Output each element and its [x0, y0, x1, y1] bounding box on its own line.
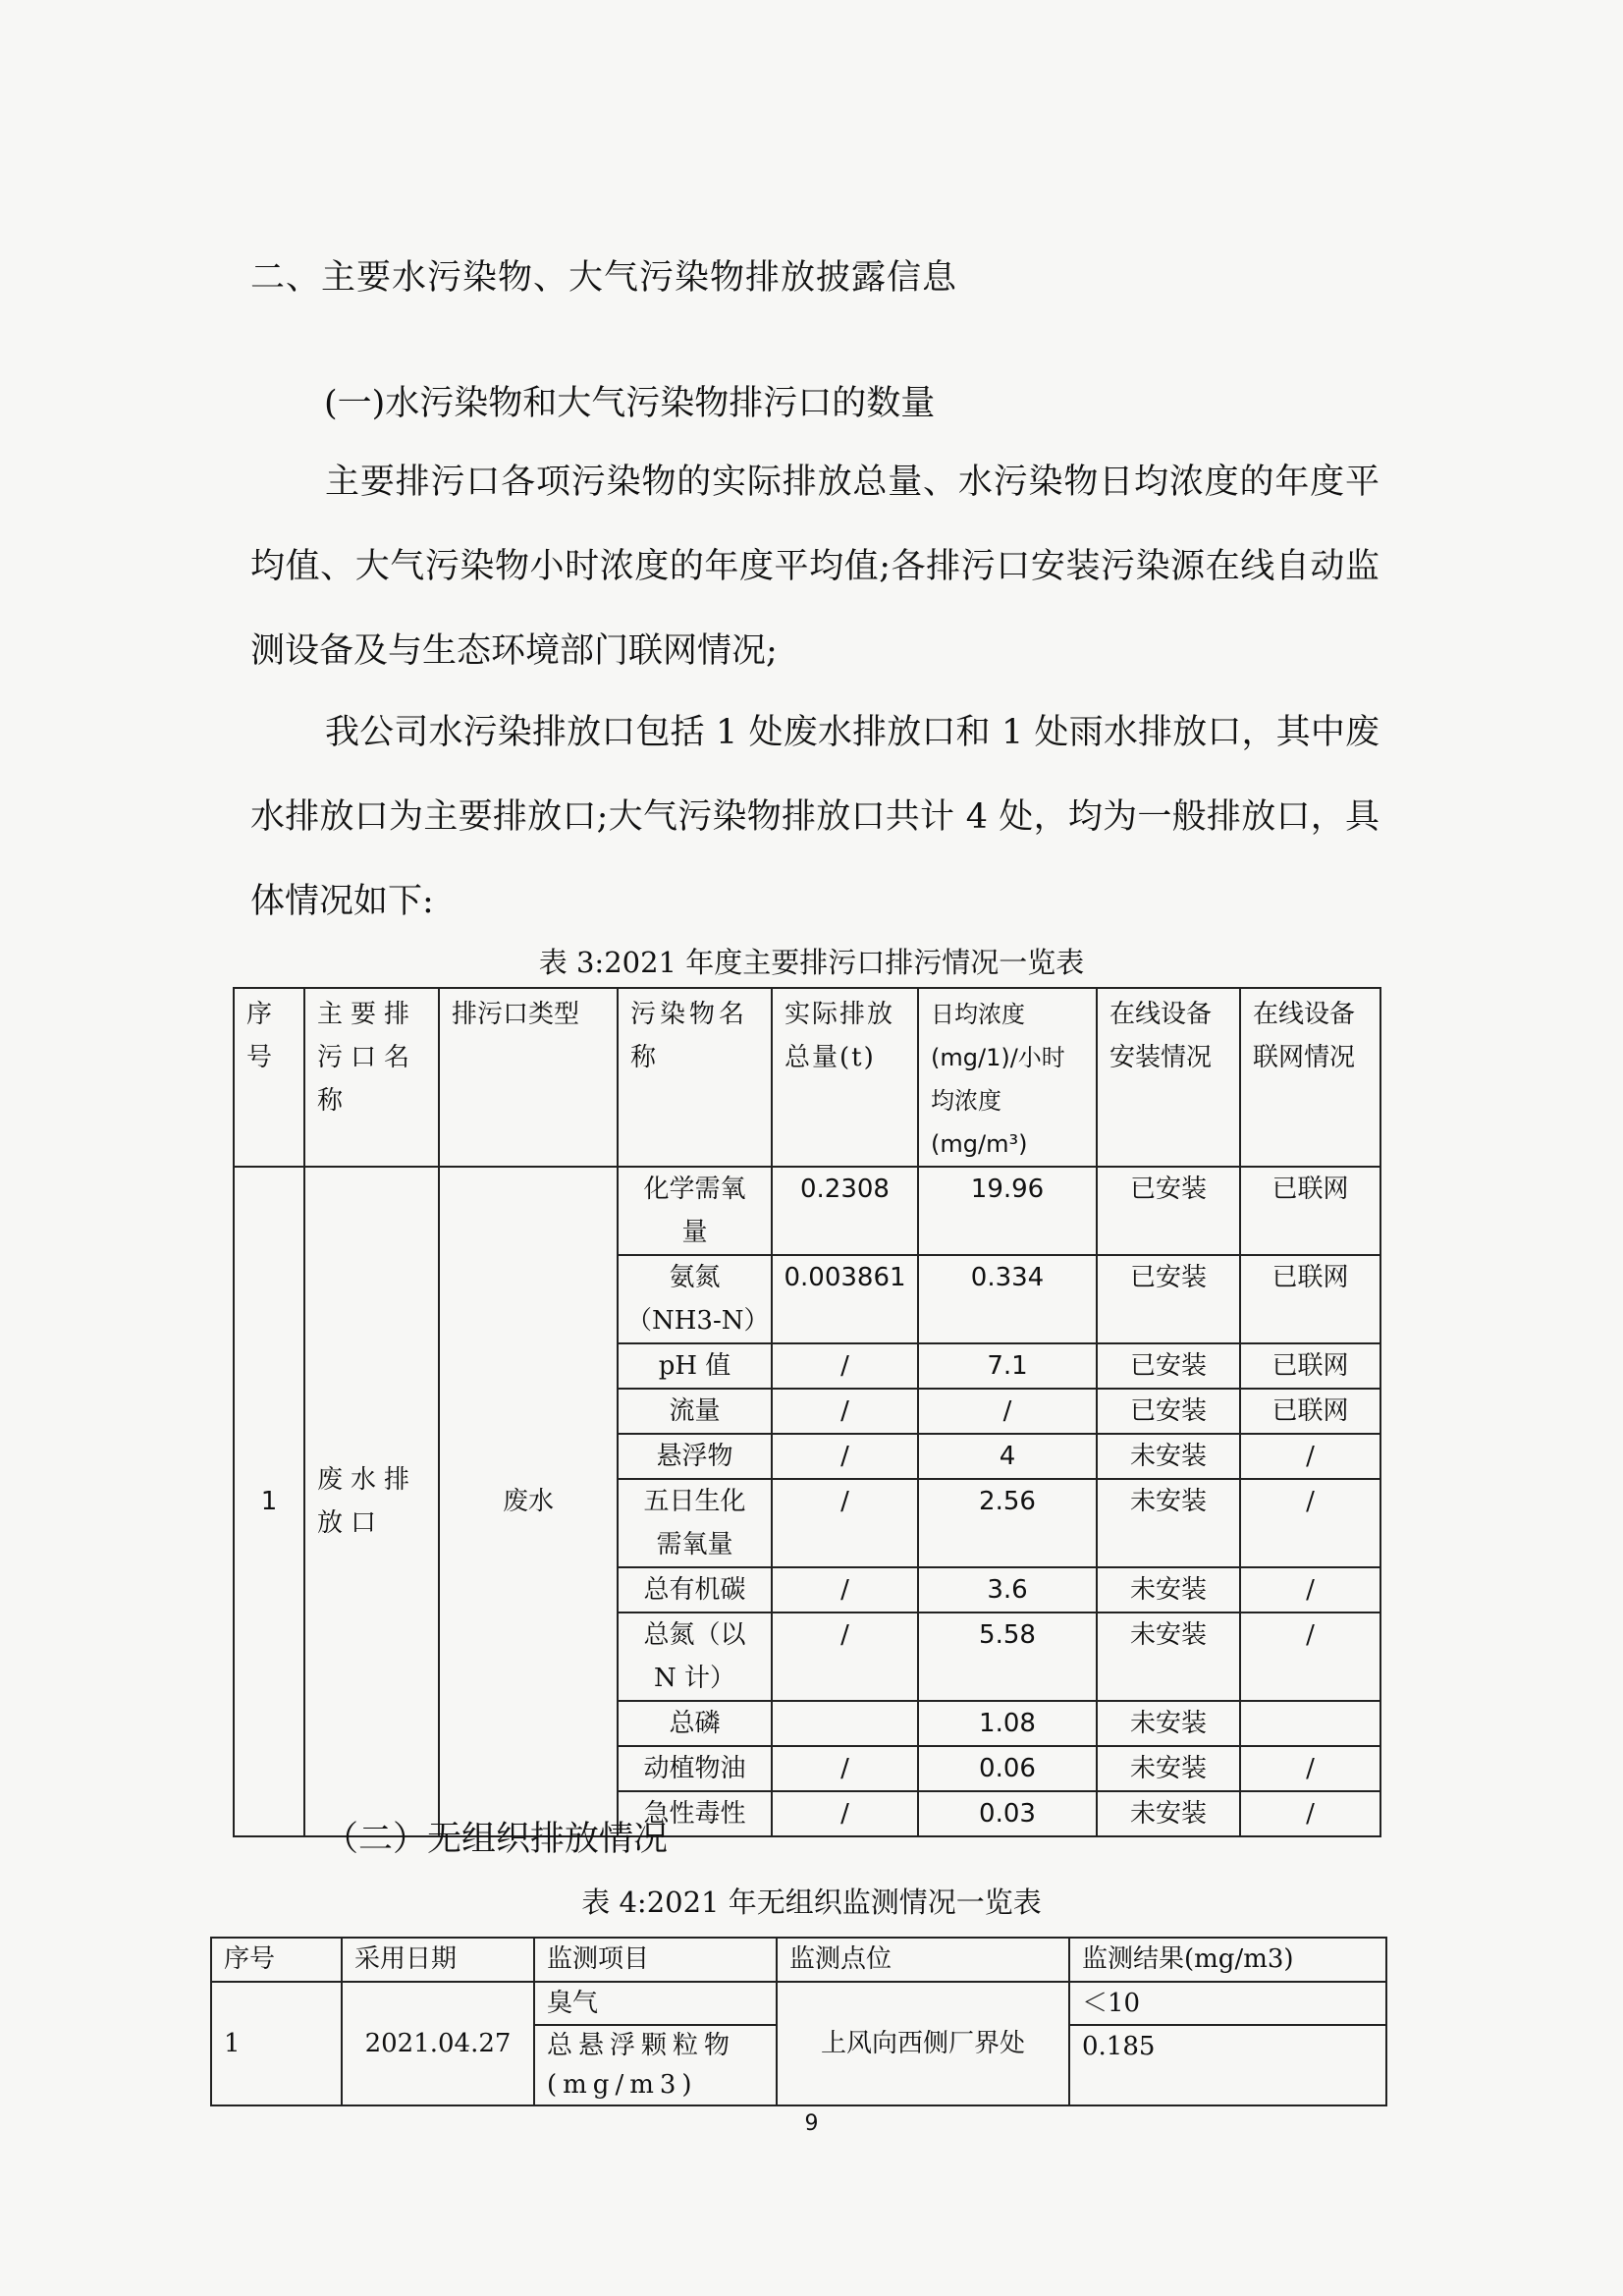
concentration: 5.58 — [918, 1613, 1097, 1701]
network-status: / — [1240, 1746, 1380, 1791]
concentration: 2.56 — [918, 1479, 1097, 1567]
install-status: 未安装 — [1097, 1746, 1240, 1791]
total-emission: 0.003861 — [772, 1255, 918, 1343]
total-emission — [772, 1701, 918, 1746]
install-status: 已安装 — [1097, 1255, 1240, 1343]
monitoring-result: ＜10 — [1069, 1982, 1386, 2025]
pollutant-name: 总有机碳 — [618, 1567, 772, 1613]
concentration: 0.03 — [918, 1791, 1097, 1836]
pollutant-name: 悬浮物 — [618, 1434, 772, 1479]
install-status: 已安装 — [1097, 1167, 1240, 1255]
table3-main-outlets — [233, 987, 1381, 1837]
install-status: 未安装 — [1097, 1791, 1240, 1836]
header-cell: 主要排污口名称 — [304, 988, 439, 1167]
total-emission: / — [772, 1389, 918, 1434]
network-status: / — [1240, 1434, 1380, 1479]
concentration: 19.96 — [918, 1167, 1097, 1255]
header-cell: 采用日期 — [342, 1938, 534, 1982]
table-row — [211, 1982, 1386, 2025]
pollutant-name: 氨氮（NH3-N） — [618, 1255, 772, 1343]
table3-header-row — [234, 988, 1380, 1167]
header-cell: 排污口类型 — [439, 988, 618, 1167]
header-cell: 在线设备安装情况 — [1097, 988, 1240, 1167]
total-emission: / — [772, 1791, 918, 1836]
header-cell: 在线设备联网情况 — [1240, 988, 1380, 1167]
network-status: / — [1240, 1567, 1380, 1613]
table4-caption: 表 4:2021 年无组织监测情况一览表 — [581, 1886, 1042, 1919]
install-status: 已安装 — [1097, 1343, 1240, 1389]
header-cell: 实际排放总量(t) — [772, 988, 918, 1167]
total-emission: 0.2308 — [772, 1167, 918, 1255]
subsection-heading-2: （二）无组织排放情况 — [324, 1820, 669, 1859]
table4-fugitive-monitoring — [210, 1937, 1387, 2106]
concentration: 4 — [918, 1434, 1097, 1479]
sampling-date: 2021.04.27 — [342, 1982, 534, 2105]
monitoring-result: 0.185 — [1069, 2025, 1386, 2105]
install-status: 未安装 — [1097, 1434, 1240, 1479]
pollutant-name: 急性毒性 — [618, 1791, 772, 1836]
concentration: 0.334 — [918, 1255, 1097, 1343]
network-status: 已联网 — [1240, 1255, 1380, 1343]
header-cell: 监测结果(mg/m3) — [1069, 1938, 1386, 1982]
network-status: / — [1240, 1479, 1380, 1567]
header-cell: 污染物名称 — [618, 988, 772, 1167]
network-status: / — [1240, 1791, 1380, 1836]
pollutant-name: pH 值 — [618, 1343, 772, 1389]
install-status: 未安装 — [1097, 1479, 1240, 1567]
concentration: / — [918, 1389, 1097, 1434]
paragraph-2: 我公司水污染排放口包括 1 处废水排放口和 1 处雨水排放口，其中废水排放口为主要排放口;大气污染物排放口共计 4 处，均为一般排放口，具体情况如下: — [250, 713, 1380, 921]
subsection-heading-1: (一)水污染物和大气污染物排污口的数量 — [324, 384, 936, 423]
outlet-type: 废水 — [439, 1167, 618, 1836]
network-status: 已联网 — [1240, 1343, 1380, 1389]
section-heading: 二、主要水污染物、大气污染物排放披露信息 — [250, 258, 958, 298]
install-status: 已安装 — [1097, 1389, 1240, 1434]
page-number: 9 — [804, 2111, 819, 2136]
install-status: 未安装 — [1097, 1567, 1240, 1613]
outlet-name: 废水排放口 — [304, 1167, 439, 1836]
concentration: 0.06 — [918, 1746, 1097, 1791]
pollutant-name: 五日生化需氧量 — [618, 1479, 772, 1567]
network-status: 已联网 — [1240, 1167, 1380, 1255]
header-cell: 序号 — [211, 1938, 342, 1982]
header-cell: 日均浓度(mg/1)/小时均浓度(mg/m³) — [918, 988, 1097, 1167]
table3-caption: 表 3:2021 年度主要排污口排污情况一览表 — [538, 946, 1085, 979]
monitoring-location: 上风向西侧厂界处 — [777, 1982, 1069, 2105]
pollutant-name: 总磷 — [618, 1701, 772, 1746]
pollutant-name: 化学需氧量 — [618, 1167, 772, 1255]
install-status: 未安装 — [1097, 1701, 1240, 1746]
concentration: 1.08 — [918, 1701, 1097, 1746]
pollutant-name: 动植物油 — [618, 1746, 772, 1791]
concentration: 3.6 — [918, 1567, 1097, 1613]
total-emission: / — [772, 1746, 918, 1791]
concentration: 7.1 — [918, 1343, 1097, 1389]
install-status: 未安装 — [1097, 1613, 1240, 1701]
total-emission: / — [772, 1343, 918, 1389]
network-status: / — [1240, 1613, 1380, 1701]
table4-header-row — [211, 1938, 1386, 1982]
table-row — [234, 1167, 1380, 1255]
monitoring-item: 臭气 — [534, 1982, 777, 2025]
total-emission: / — [772, 1613, 918, 1701]
total-emission: / — [772, 1434, 918, 1479]
monitoring-item: 总悬浮颗粒物(mg/m3) — [534, 2025, 777, 2105]
total-emission: / — [772, 1567, 918, 1613]
pollutant-name: 流量 — [618, 1389, 772, 1434]
paragraph-1: 主要排污口各项污染物的实际排放总量、水污染物日均浓度的年度平均值、大气污染物小时浓度的年度平均值;各排污口安装污染源在线自动监测设备及与生态环境部门联网情况; — [250, 463, 1380, 671]
network-status: 已联网 — [1240, 1389, 1380, 1434]
header-cell: 监测项目 — [534, 1938, 777, 1982]
header-cell: 序号 — [234, 988, 304, 1167]
total-emission: / — [772, 1479, 918, 1567]
row-number: 1 — [211, 1982, 342, 2105]
network-status — [1240, 1701, 1380, 1746]
header-cell: 监测点位 — [777, 1938, 1069, 1982]
pollutant-name: 总氮（以 N 计） — [618, 1613, 772, 1701]
outlet-number: 1 — [234, 1167, 304, 1836]
